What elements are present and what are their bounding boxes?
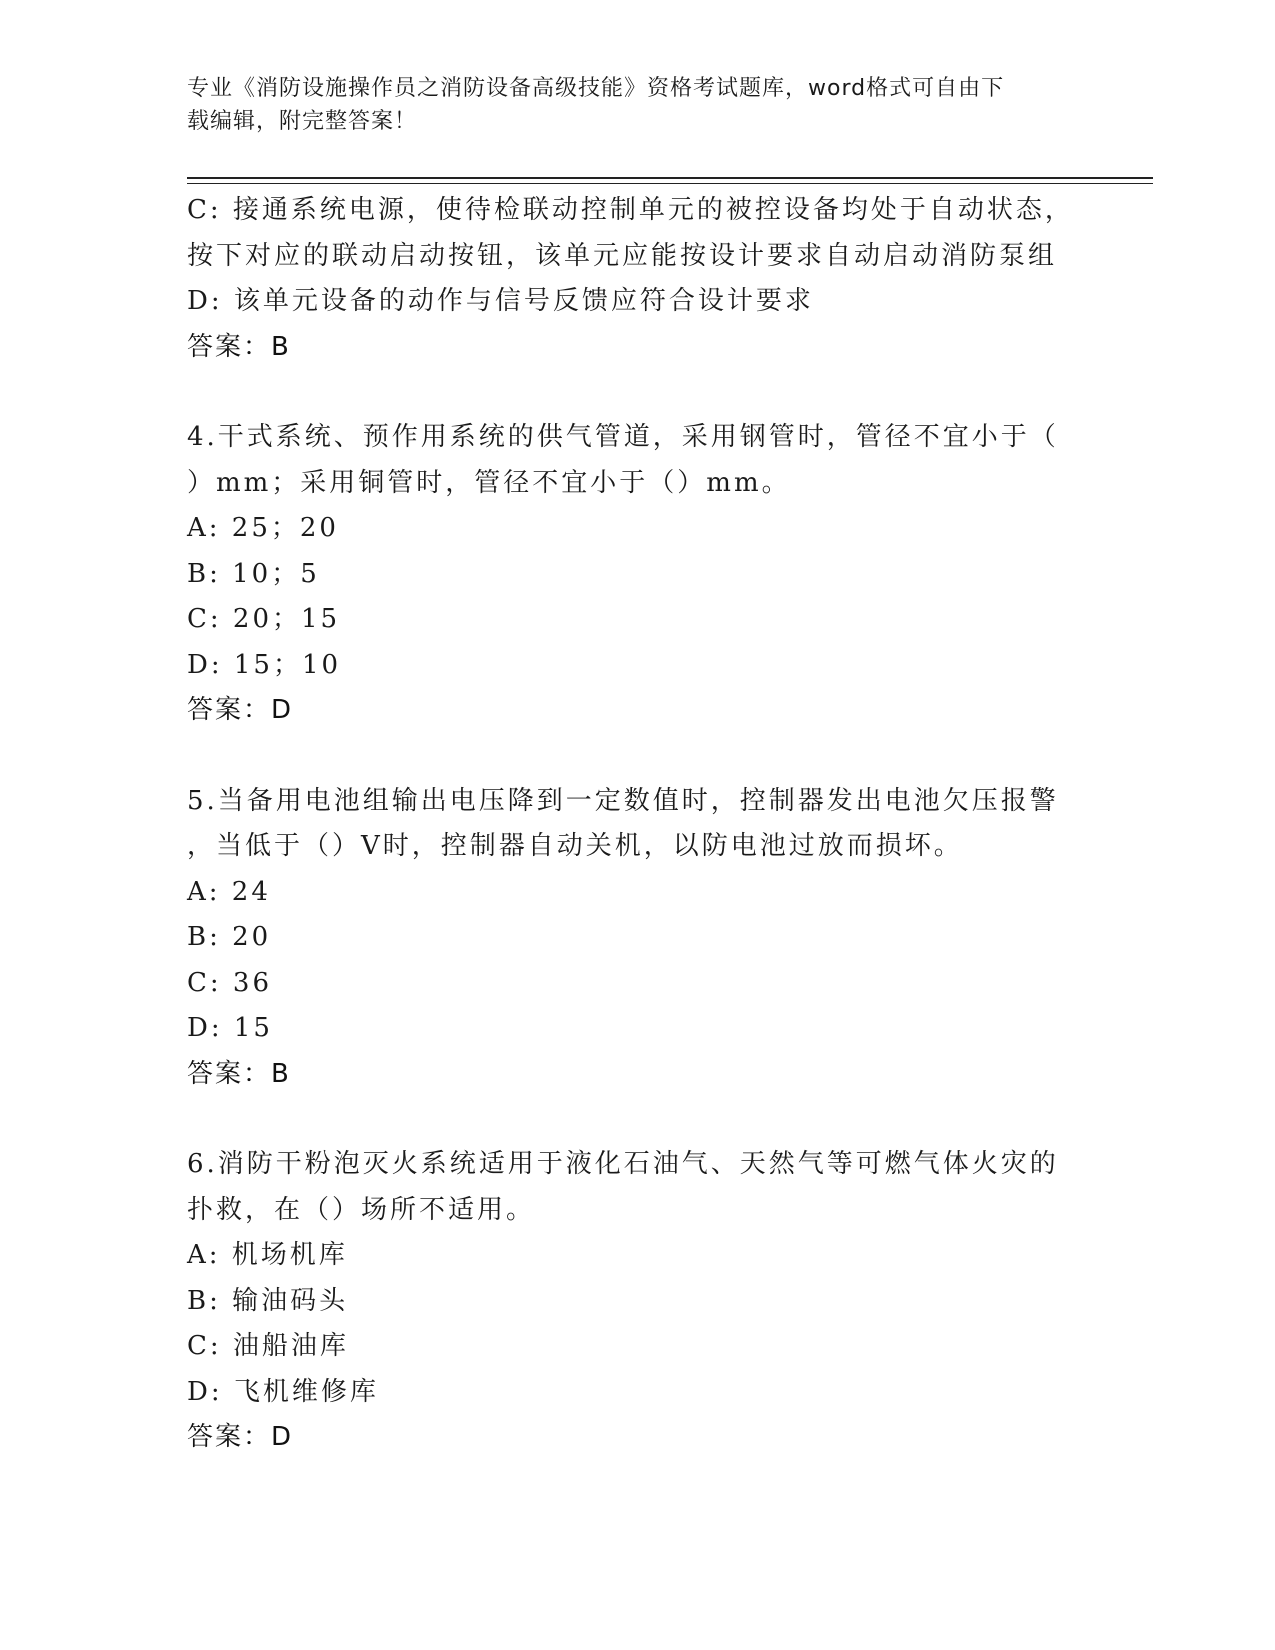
answer-line: 答案：D	[187, 1422, 294, 1452]
question-4	[187, 415, 1087, 734]
option-a: A: 24	[187, 876, 271, 907]
header-divider-thin	[187, 183, 1153, 184]
question-prev	[187, 188, 1087, 370]
question-stem: 6.消防干粉泡灭火系统适用于液化石油气、天然气等可燃气体火灾的	[187, 1149, 1059, 1179]
option-b: B: 输油码头	[187, 1285, 349, 1316]
option-line: 按下对应的联动启动按钮，该单元应能按设计要求自动启动消防泵组	[187, 240, 1058, 271]
question-list	[187, 188, 1087, 1461]
option-b: B: 10；5	[187, 558, 320, 589]
spacer	[187, 734, 1087, 779]
option-b: B: 20	[187, 922, 272, 952]
option-c: C: 36	[187, 967, 273, 998]
header-line-2: 载编辑，附完整答案！	[187, 109, 418, 134]
question-stem: 4.干式系统、预作用系统的供气管道，采用钢管时，管径不宜小于（	[187, 422, 1059, 452]
option-line: C: 接通系统电源，使待检联动控制单元的被控设备均处于自动状态，	[187, 195, 1074, 225]
header-divider-thick	[187, 177, 1153, 179]
question-stem: ）mm；采用铜管时，管径不宜小于（）mm。	[187, 467, 791, 498]
option-d: D: 飞机维修库	[187, 1376, 379, 1407]
question-stem: 扑救，在（）场所不适用。	[187, 1194, 536, 1225]
option-a: A: 25；20	[187, 513, 339, 543]
header-line-1: 专业《消防设施操作员之消防设备高级技能》资格考试题库，word格式可自由下	[187, 76, 1005, 101]
option-d: D: 15	[187, 1013, 273, 1043]
answer-line: 答案：D	[187, 695, 294, 725]
option-line: D: 该单元设备的动作与信号反馈应符合设计要求	[187, 286, 814, 316]
option-c: C: 油船油库	[187, 1331, 349, 1361]
question-6	[187, 1142, 1087, 1461]
question-stem: 5.当备用电池组输出电压降到一定数值时，控制器发出电池欠压报警	[187, 785, 1059, 816]
answer-line: 答案：B	[187, 331, 291, 362]
option-d: D: 15；10	[187, 649, 342, 680]
spacer	[187, 1097, 1087, 1142]
option-a: A: 机场机库	[187, 1240, 348, 1270]
spacer	[187, 370, 1087, 415]
option-c: C: 20；15	[187, 604, 341, 634]
question-5	[187, 779, 1087, 1098]
question-stem: ，当低于（）V时，控制器自动关机，以防电池过放而损坏。	[187, 831, 963, 861]
answer-line: 答案：B	[187, 1058, 291, 1089]
document-header	[187, 72, 1067, 138]
